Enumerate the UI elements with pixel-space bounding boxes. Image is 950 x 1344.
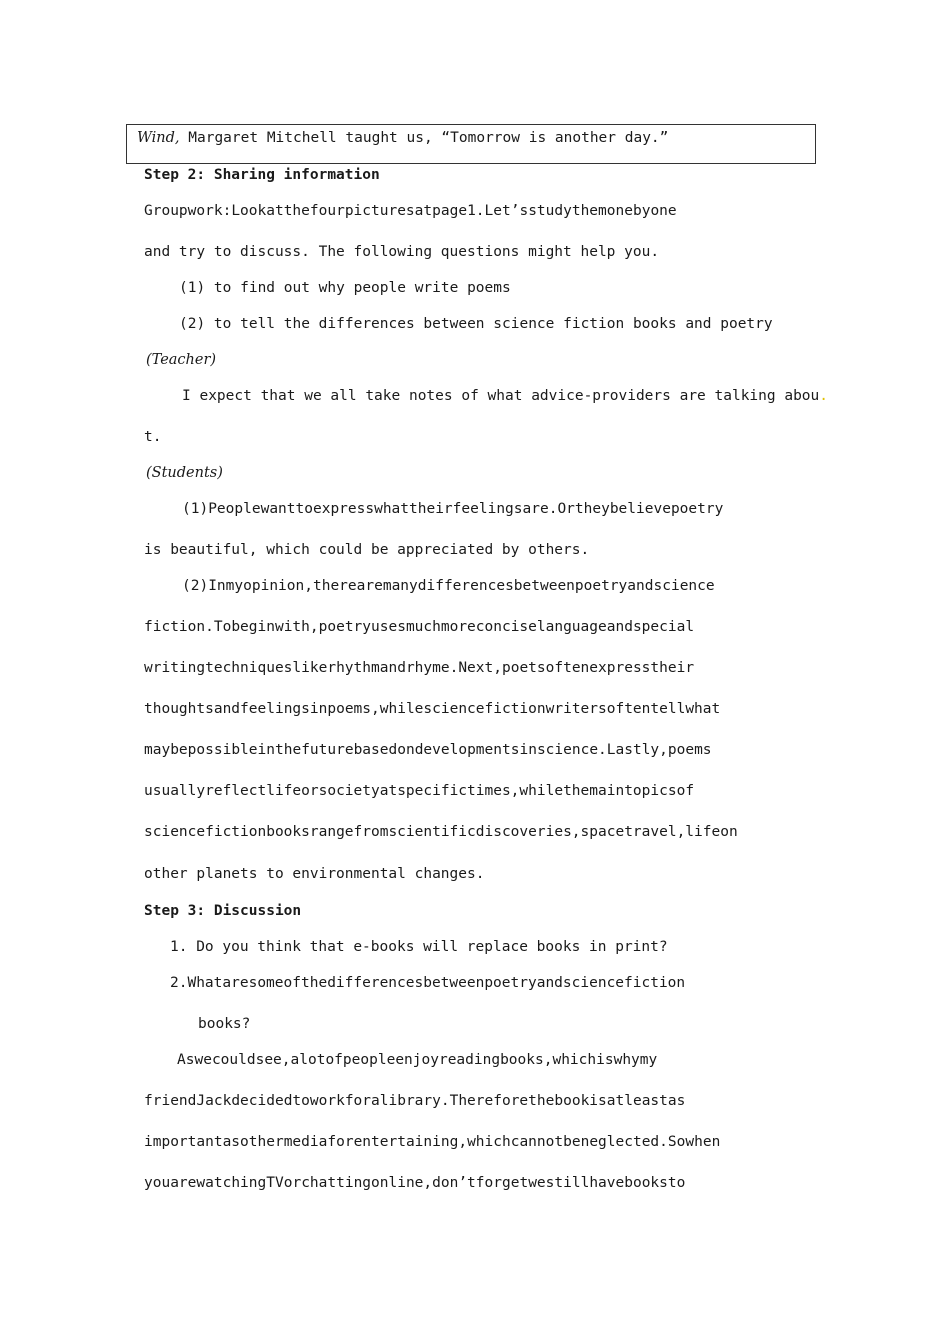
answer-2-line: writing techniques like rhythm and rhyme. Next, poets often express their: [144, 660, 695, 676]
teacher-text: I expect that we all take notes of what advice-providers are talking abou: [182, 388, 820, 404]
book-title: Wind,: [137, 130, 180, 146]
question-2: (2) to tell the differences between science fiction books and poetry: [179, 316, 773, 332]
group-work-line-2: and try to discuss. The following questions might help you.: [144, 244, 660, 260]
answer-1-line-1: (1) People want to express what their feelings are. Or they believe poetry: [182, 501, 724, 517]
answer-2-line: science fiction books range from scientific discoveries, space travel, life on: [144, 824, 738, 840]
answer-1-line-2: is beautiful, which could be appreciated by others.: [144, 542, 590, 558]
edit-mark: .: [819, 388, 829, 404]
answer-2-line: may be possible in the future based on developments in science. Lastly, poems: [144, 742, 712, 758]
discussion-item-2: 2. What are some of the differences between poetry and science fiction: [170, 975, 686, 991]
closing-para-line: friend Jack decided to work for a library. Therefore the book is at least as: [144, 1093, 686, 1109]
teacher-line-2: t.: [144, 429, 162, 445]
closing-para-line: important as other media for entertaining, which can not be neglected. So when: [144, 1134, 721, 1150]
step2-heading: Step 2: Sharing information: [144, 167, 380, 183]
answer-2-line: thoughts and feelings in poems, while science fiction writers often tell what: [144, 701, 721, 717]
teacher-line-1: [182, 388, 828, 404]
answer-2-line: fiction. To begin with, poetry uses much more concise language and special: [144, 619, 695, 635]
question-1: (1) to find out why people write poems: [179, 280, 511, 296]
teacher-label: (Teacher): [146, 352, 217, 368]
step3-heading: Step 3: Discussion: [144, 903, 302, 919]
answer-2-line: other planets to environmental changes.: [144, 866, 485, 882]
quote-box: [126, 124, 816, 164]
group-work-line-1: Group work: Look at the four pictures at page 1. Let’s study them one by one: [144, 203, 677, 219]
quote-rest: Margaret Mitchell taught us, “Tomorrow is another day.”: [179, 130, 669, 146]
quote-text: [137, 130, 668, 146]
closing-para-line: As we could see, a lot of people enjoy reading books, which is why my: [177, 1052, 658, 1068]
discussion-item-1: 1. Do you think that e-books will replace books in print?: [170, 939, 668, 955]
students-label: (Students): [146, 465, 223, 481]
closing-para-line: you are watching TV or chatting online, don’t forget we still have books to: [144, 1175, 686, 1191]
discussion-item-2-cont: books?: [198, 1016, 251, 1032]
answer-2-line: (2) In my opinion, there are many differences between poetry and science: [182, 578, 715, 594]
answer-2-line: usually reflect life or society at specific times, while the main topics of: [144, 783, 695, 799]
